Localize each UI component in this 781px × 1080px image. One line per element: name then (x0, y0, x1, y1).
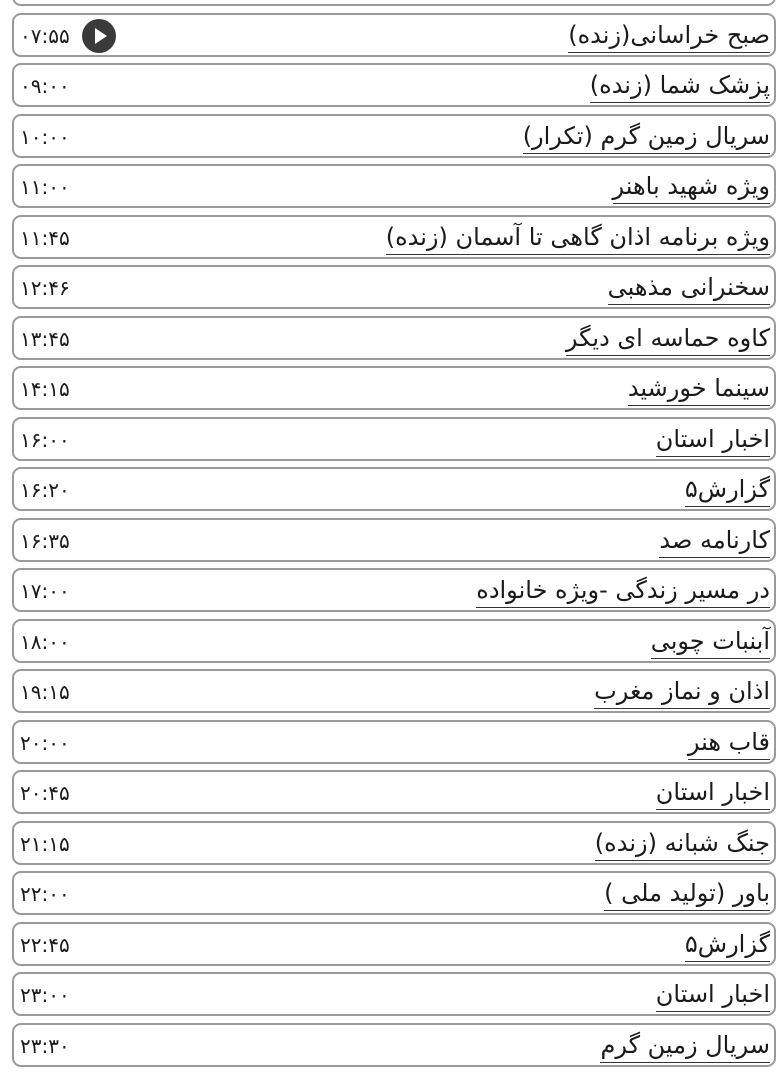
program-time: ۱۱:۴۵ (20, 225, 70, 250)
schedule-row[interactable] (12, 1023, 776, 1067)
schedule-row[interactable] (12, 164, 776, 208)
schedule-row[interactable] (12, 871, 776, 915)
program-time: ۲۱:۱۵ (20, 831, 70, 856)
schedule-row[interactable] (12, 0, 776, 6)
program-title: پزشک شما (زنده) (590, 68, 770, 103)
program-time: ۲۰:۴۵ (20, 781, 70, 805)
schedule-row[interactable] (12, 215, 776, 259)
schedule-list (12, 0, 776, 1073)
schedule-row[interactable] (12, 467, 776, 511)
schedule-row[interactable] (12, 366, 776, 410)
program-title: سخنرانی مذهبی (608, 270, 770, 305)
schedule-row[interactable] (12, 518, 776, 562)
schedule-row[interactable] (12, 619, 776, 663)
program-time: ۲۳:۰۰ (20, 983, 70, 1007)
program-time: ۲۲:۰۰ (20, 882, 70, 906)
program-title: سینما خورشید (628, 371, 770, 406)
program-title: اخبار استان (656, 775, 770, 810)
schedule-row[interactable] (12, 669, 776, 713)
schedule-row[interactable] (12, 720, 776, 764)
schedule-row[interactable] (12, 972, 776, 1016)
program-time: ۲۳:۳۰ (20, 1033, 70, 1058)
program-title: اخبار استان (656, 977, 770, 1012)
program-time: ۱۶:۲۰ (20, 478, 70, 502)
program-time: ۲۲:۴۵ (20, 932, 70, 957)
program-title: اذان و نماز مغرب (594, 674, 770, 709)
program-title: کاوه حماسه ای دیگر (566, 321, 770, 356)
schedule-row[interactable] (12, 265, 776, 309)
program-title: گزارش۵ (685, 472, 770, 507)
program-title: سریال زمین گرم (600, 1028, 770, 1063)
program-time: ۱۱:۰۰ (20, 175, 70, 199)
program-time: ۱۸:۰۰ (20, 629, 70, 654)
program-title: باور (تولید ملی ) (604, 876, 770, 911)
schedule-row[interactable] (12, 316, 776, 360)
program-time: ۱۶:۳۵ (20, 528, 70, 553)
program-time: ۱۷:۰۰ (20, 579, 70, 603)
program-title: قاب هنر (688, 725, 770, 760)
program-time: ۱۳:۴۵ (20, 326, 70, 351)
program-time: ۱۹:۱۵ (20, 680, 70, 704)
program-time: ۱۲:۴۶ (20, 276, 70, 300)
program-title: صبح خراسانی(زنده) (568, 18, 770, 53)
schedule-row[interactable] (12, 417, 776, 461)
program-time: ۱۴:۱۵ (20, 377, 70, 401)
program-title: سریال زمین گرم (تکرار) (523, 119, 770, 154)
schedule-row[interactable] (12, 13, 776, 57)
play-icon[interactable] (82, 19, 116, 53)
schedule-row[interactable] (12, 821, 776, 865)
program-time: ۰۷:۵۵ (20, 23, 70, 48)
program-time: ۰۹:۰۰ (20, 74, 70, 98)
program-title: گزارش۵ (685, 927, 770, 962)
program-title: جنگ شبانه (زنده) (595, 826, 770, 861)
program-title: ویژه شهید باهنر (613, 169, 771, 204)
program-time: ۲۰:۰۰ (20, 730, 70, 755)
program-time: ۱۶:۰۰ (20, 427, 70, 452)
schedule-row[interactable] (12, 922, 776, 966)
schedule-row[interactable] (12, 770, 776, 814)
program-time: ۱۰:۰۰ (20, 124, 70, 149)
program-title: ویژه برنامه اذان گاهی تا آسمان (زنده) (386, 220, 770, 255)
program-title: آبنبات چوبی (651, 624, 770, 659)
program-title: در مسیر زندگی -ویژه خانواده (476, 573, 770, 608)
schedule-row[interactable] (12, 568, 776, 612)
program-title: اخبار استان (656, 422, 770, 457)
schedule-row[interactable] (12, 114, 776, 158)
schedule-row[interactable] (12, 63, 776, 107)
program-title: کارنامه صد (659, 523, 770, 558)
